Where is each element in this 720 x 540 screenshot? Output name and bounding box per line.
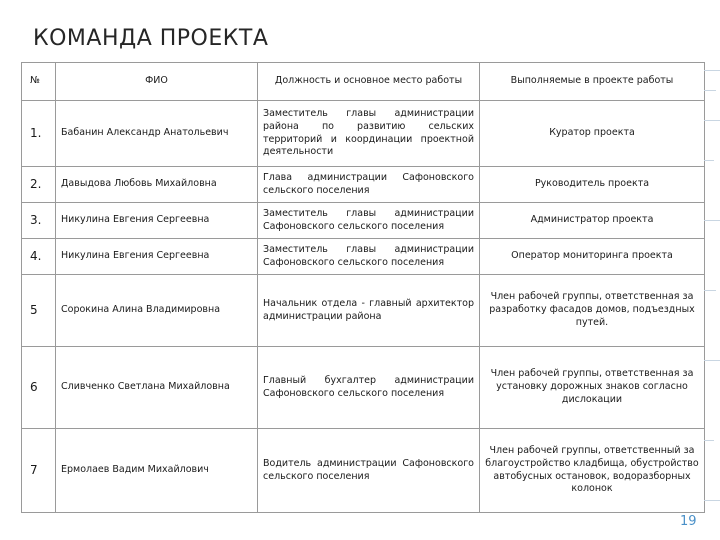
- row-fio: Сорокина Алина Владимировна: [56, 275, 258, 347]
- row-role: Куратор проекта: [480, 101, 705, 167]
- table-row: [22, 275, 705, 347]
- row-num: 5: [22, 275, 56, 347]
- team-table: [21, 62, 705, 513]
- row-position: Водитель администрации Сафоновского сельского поселения: [258, 429, 480, 513]
- row-role: Член рабочей группы, ответственная за установку дорожных знаков согласно дислокации: [480, 347, 705, 429]
- row-role: Член рабочей группы, ответственная за разработку фасадов домов, подъездных путей.: [480, 275, 705, 347]
- header-fio: ФИО: [56, 63, 258, 101]
- row-role: Член рабочей группы, ответственный за благоустройство кладбища, обустройство автобусных остановок, водоразборных колонок: [480, 429, 705, 513]
- row-fio: Ермолаев Вадим Михайлович: [56, 429, 258, 513]
- row-position: Главный бухгалтер администрации Сафоновского сельского поселения: [258, 347, 480, 429]
- table-row: [22, 347, 705, 429]
- row-position: Заместитель главы администрации Сафоновского сельского поселения: [258, 203, 480, 239]
- row-num: 7: [22, 429, 56, 513]
- row-position: Глава администрации Сафоновского сельского поселения: [258, 167, 480, 203]
- row-num: 6: [22, 347, 56, 429]
- table-row: [22, 239, 705, 275]
- header-position: Должность и основное место работы: [258, 63, 480, 101]
- decorative-lines: [704, 60, 720, 540]
- row-role: Администратор проекта: [480, 203, 705, 239]
- row-fio: Никулина Евгения Сергеевна: [56, 239, 258, 275]
- row-role: Руководитель проекта: [480, 167, 705, 203]
- row-num: 1.: [22, 101, 56, 167]
- row-num: 3.: [22, 203, 56, 239]
- row-num: 4.: [22, 239, 56, 275]
- row-position: Заместитель главы администрации района по развитию сельских территорий и координации проектной деятельности: [258, 101, 480, 167]
- row-num: 2.: [22, 167, 56, 203]
- row-fio: Никулина Евгения Сергеевна: [56, 203, 258, 239]
- row-fio: Бабанин Александр Анатольевич: [56, 101, 258, 167]
- row-fio: Давыдова Любовь Михайловна: [56, 167, 258, 203]
- page-number: 19: [680, 514, 697, 529]
- page-title: КОМАНДА ПРОЕКТА: [33, 26, 269, 51]
- table-header-row: [22, 63, 705, 101]
- header-role: Выполняемые в проекте работы: [480, 63, 705, 101]
- row-role: Оператор мониторинга проекта: [480, 239, 705, 275]
- row-position: Начальник отдела - главный архитектор администрации района: [258, 275, 480, 347]
- row-position: Заместитель главы администрации Сафоновского сельского поселения: [258, 239, 480, 275]
- header-num: №: [22, 63, 56, 101]
- table-row: [22, 429, 705, 513]
- row-fio: Сливченко Светлана Михайловна: [56, 347, 258, 429]
- table-row: [22, 203, 705, 239]
- table-row: [22, 101, 705, 167]
- table-row: [22, 167, 705, 203]
